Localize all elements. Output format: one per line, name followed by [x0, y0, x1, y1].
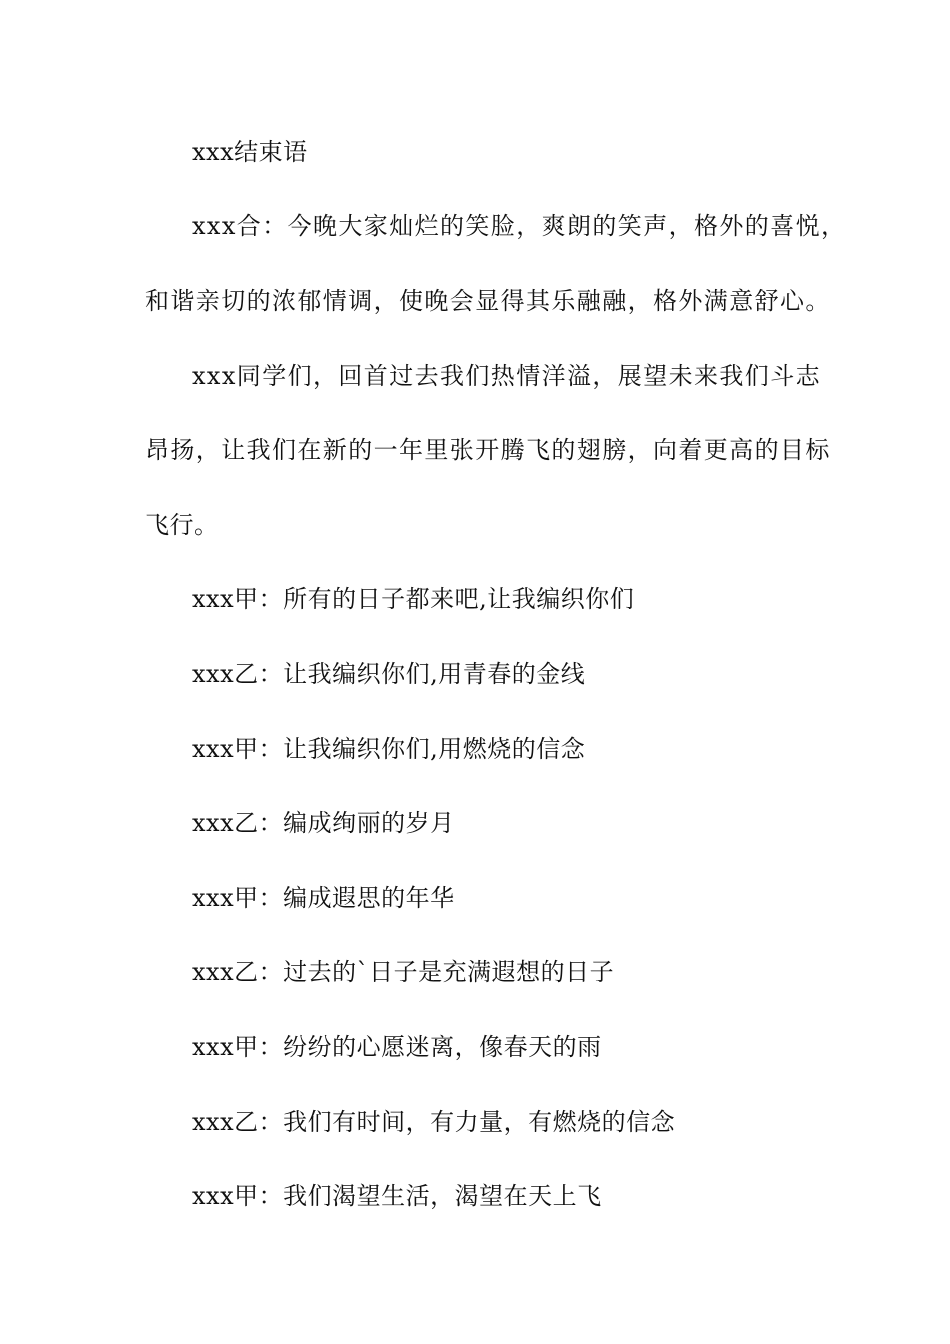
dialogue-line: xxx乙：编成绚丽的岁月	[192, 809, 455, 837]
paragraph-2-line-2: 昂扬，让我们在新的一年里张开腾飞的翅膀，向着更高的目标	[145, 436, 831, 464]
paragraph-2-line-1: xxx同学们，回首过去我们热情洋溢，展望未来我们斗志	[192, 362, 822, 390]
dialogue-line: xxx甲：纷纷的心愿迷离，像春天的雨	[192, 1033, 602, 1061]
dialogue-line: xxx甲：所有的日子都来吧,让我编织你们	[192, 585, 635, 613]
dialogue-line: xxx乙：过去的`日子是充满遐想的日子	[192, 958, 615, 986]
paragraph-1-line-1: xxx合：今晚大家灿烂的笑脸，爽朗的笑声，格外的喜悦，	[192, 212, 847, 240]
dialogue-line: xxx甲：让我编织你们,用燃烧的信念	[192, 735, 586, 763]
dialogue-line: xxx甲：编成遐思的年华	[192, 884, 455, 912]
dialogue-line: xxx乙：让我编织你们,用青春的金线	[192, 660, 586, 688]
paragraph-1-line-2: 和谐亲切的浓郁情调，使晚会显得其乐融融，格外满意舒心。	[145, 287, 831, 315]
dialogue-line: xxx甲：我们渴望生活，渴望在天上飞	[192, 1182, 602, 1210]
paragraph-2-line-3: 飞行。	[145, 511, 219, 539]
document-title: xxx结束语	[192, 138, 308, 166]
dialogue-line: xxx乙：我们有时间，有力量，有燃烧的信念	[192, 1108, 676, 1136]
